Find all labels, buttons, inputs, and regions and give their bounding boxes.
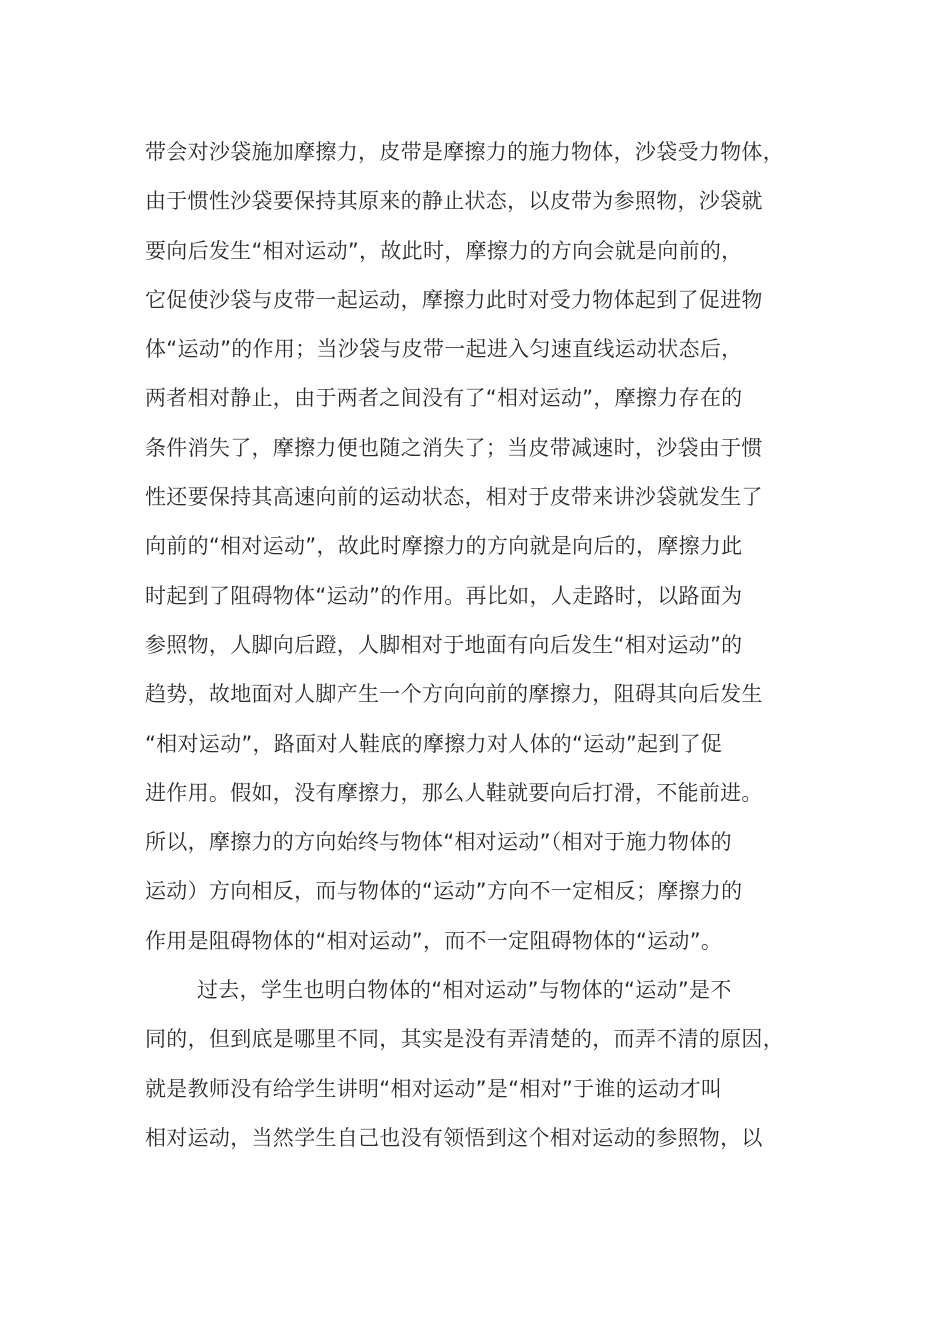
- text-line: 进作用。假如，没有摩擦力，那么人鞋就要向后打滑，不能前进。: [145, 780, 763, 805]
- text-line: 相对运动，当然学生自己也没有领悟到这个相对运动的参照物，以: [145, 1125, 763, 1150]
- text-line: 同的，但到底是哪里不同，其实是没有弄清楚的，而弄不清的原因，: [145, 1027, 784, 1052]
- paragraph-first-line: 过去，学生也明白物体的“相对运动”与物体的“运动”是不: [197, 978, 732, 1003]
- text-line: 作用是阻碍物体的“相对运动”，而不一定阻碍物体的“运动”。: [145, 928, 723, 953]
- text-line: 要向后发生“相对运动”，故此时，摩擦力的方向会就是向前的，: [145, 238, 743, 263]
- text-line: 所以，摩擦力的方向始终与物体“相对运动”（相对于施力物体的: [145, 830, 732, 855]
- text-line: 向前的“相对运动”，故此时摩擦力的方向就是向后的，摩擦力此: [145, 534, 743, 559]
- text-line: 条件消失了，摩擦力便也随之消失了；当皮带减速时，沙袋由于惯: [145, 435, 763, 460]
- text-line: 性还要保持其高速向前的运动状态，相对于皮带来讲沙袋就发生了: [145, 485, 763, 510]
- text-line: 它促使沙袋与皮带一起运动，摩擦力此时对受力物体起到了促进物: [145, 287, 763, 312]
- body-text: [145, 128, 805, 1163]
- text-line: 运动）方向相反，而与物体的“运动”方向不一定相反；摩擦力的: [145, 879, 743, 904]
- text-line: 两者相对静止，由于两者之间没有了“相对运动”，摩擦力存在的: [145, 386, 743, 411]
- text-line: “相对运动”，路面对人鞋底的摩擦力对人体的“运动”起到了促: [145, 731, 723, 756]
- text-line: 就是教师没有给学生讲明“相对运动”是“相对”于谁的运动才叫: [145, 1076, 723, 1101]
- text-line: 带会对沙袋施加摩擦力，皮带是摩擦力的施力物体，沙袋受力物体，: [145, 140, 784, 164]
- text-line: 时起到了阻碍物体“运动”的作用。再比如，人走路时，以路面为: [145, 583, 743, 608]
- text-line: 由于惯性沙袋要保持其原来的静止状态，以皮带为参照物，沙袋就: [145, 189, 763, 214]
- text-line: 趋势，故地面对人脚产生一个方向向前的摩擦力，阻碍其向后发生: [145, 682, 763, 707]
- text-line: 体“运动”的作用；当沙袋与皮带一起进入匀速直线运动状态后，: [145, 337, 743, 362]
- text-line: 参照物，人脚向后蹬，人脚相对于地面有向后发生“相对运动”的: [145, 632, 743, 657]
